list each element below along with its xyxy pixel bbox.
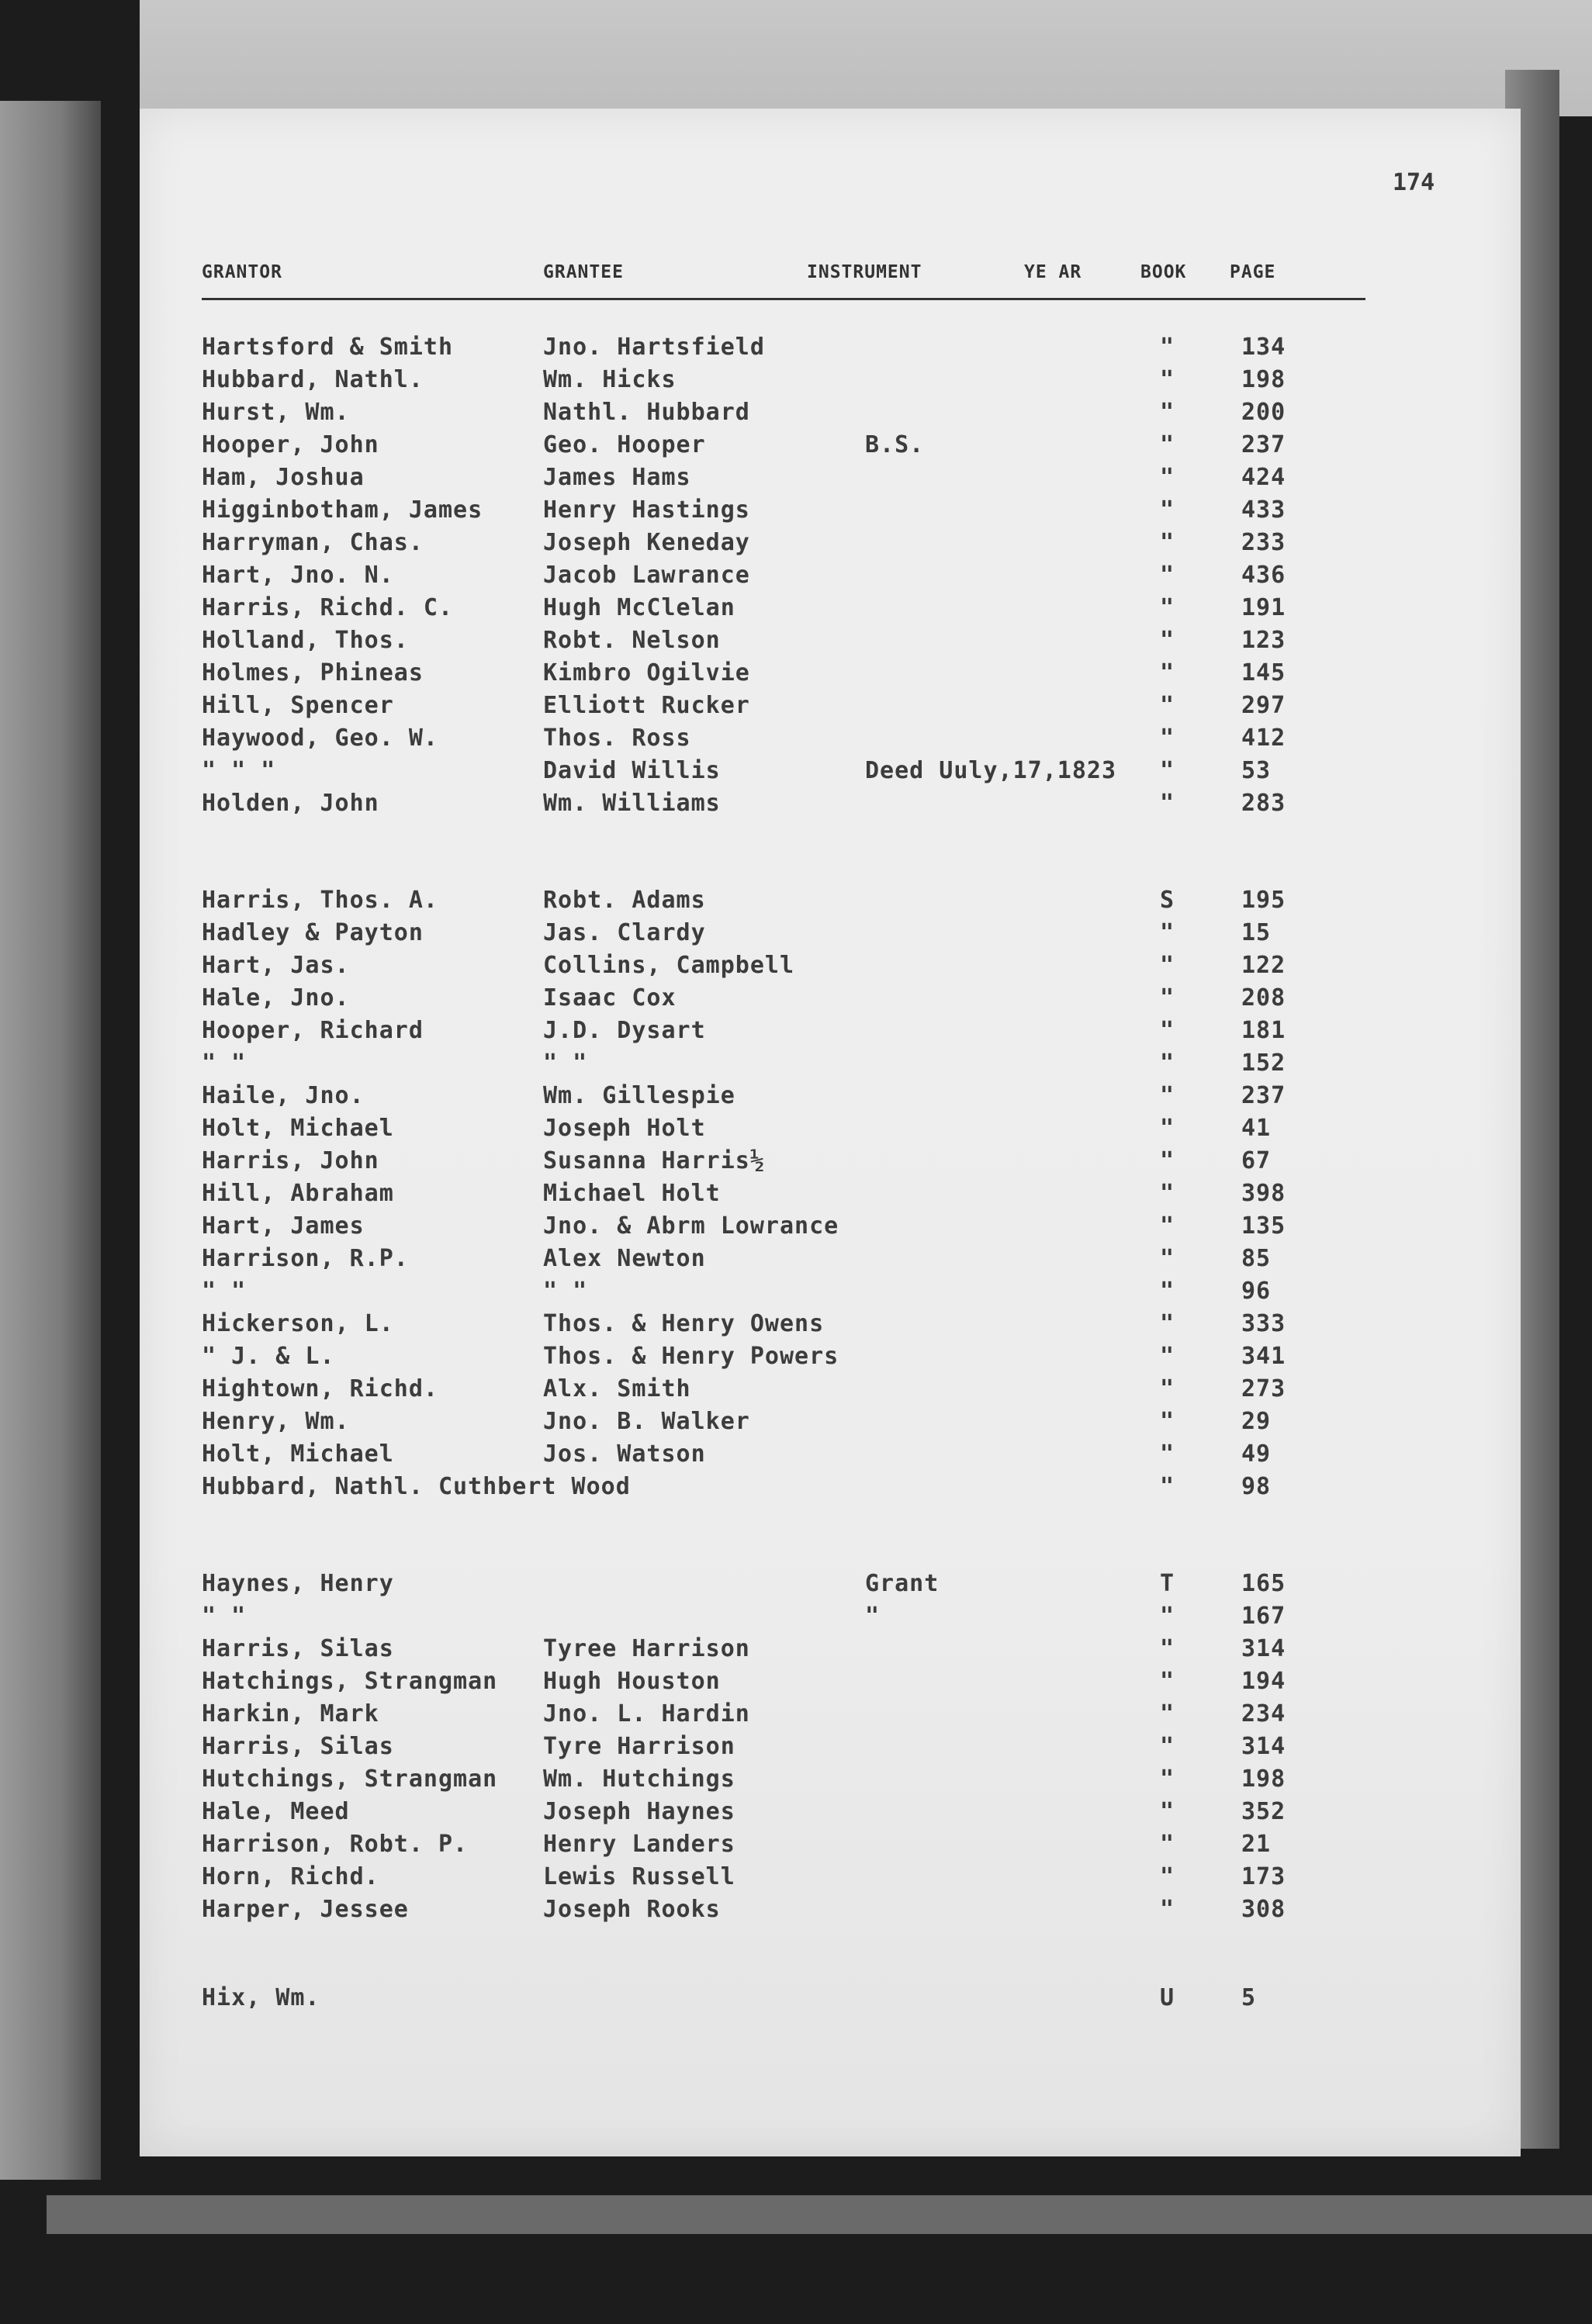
cell-grantor: Hatchings, Strangman: [202, 1668, 498, 1695]
cell-grantor: Hadley & Payton: [202, 919, 424, 946]
cell-book: ": [1160, 1278, 1175, 1305]
scan-background: [140, 0, 1592, 116]
cell-grantee: Jno. B. Walker: [543, 1408, 750, 1435]
cell-grantor: " J. & L.: [202, 1343, 335, 1370]
scanner-bed-edge: [47, 2195, 1592, 2234]
cell-grantee: Robt. Nelson: [543, 627, 721, 654]
cell-grantee: Elliott Rucker: [543, 692, 750, 719]
cell-page: 167: [1241, 1603, 1286, 1630]
cell-book: ": [1160, 334, 1175, 361]
cell-book: ": [1160, 1765, 1175, 1793]
table-row: [140, 334, 1521, 366]
table-row: [140, 659, 1521, 692]
cell-book: ": [1160, 1212, 1175, 1240]
table-row: [140, 1765, 1521, 1798]
cell-book: ": [1160, 627, 1175, 654]
cell-book: U: [1160, 1984, 1175, 2011]
cell-book: ": [1160, 496, 1175, 524]
cell-book: ": [1160, 594, 1175, 621]
cell-page: 341: [1241, 1343, 1286, 1370]
cell-grantee: Jos. Watson: [543, 1440, 706, 1468]
cell-instrument: Deed Uuly,17,1823: [865, 757, 1117, 784]
cell-grantee: Joseph Keneday: [543, 529, 750, 556]
cell-grantee: Kimbro Ogilvie: [543, 659, 750, 686]
table-row: [140, 790, 1521, 822]
cell-page: 195: [1241, 887, 1286, 914]
cell-grantor: Haywood, Geo. W.: [202, 725, 438, 752]
cell-book: ": [1160, 562, 1175, 589]
cell-grantee: Lewis Russell: [543, 1863, 735, 1890]
cell-page: 152: [1241, 1050, 1286, 1077]
cell-book: ": [1160, 1440, 1175, 1468]
cell-grantor: Hale, Jno.: [202, 984, 350, 1012]
cell-book: ": [1160, 1375, 1175, 1402]
cell-book: ": [1160, 659, 1175, 686]
header-year: YE AR: [1024, 262, 1082, 282]
cell-book: ": [1160, 431, 1175, 458]
header-grantee: GRANTEE: [543, 262, 624, 282]
cell-page: 314: [1241, 1733, 1286, 1760]
cell-grantor: Harrison, Robt. P.: [202, 1831, 469, 1858]
cell-page: 145: [1241, 659, 1286, 686]
cell-grantor: " ": [202, 1278, 247, 1305]
header-instrument: INSTRUMENT: [807, 262, 922, 282]
cell-page: 237: [1241, 1082, 1286, 1109]
cell-book: ": [1160, 1473, 1175, 1500]
cell-page: 67: [1241, 1147, 1272, 1174]
cell-grantee: Thos. & Henry Powers: [543, 1343, 839, 1370]
cell-grantor: Harper, Jessee: [202, 1896, 409, 1923]
cell-grantor: Haile, Jno.: [202, 1082, 365, 1109]
cell-page: 234: [1241, 1700, 1286, 1727]
cell-page: 314: [1241, 1635, 1286, 1662]
cell-book: ": [1160, 984, 1175, 1012]
cell-page: 122: [1241, 952, 1286, 979]
cell-instrument: B.S.: [865, 431, 925, 458]
table-row: [140, 1343, 1521, 1375]
cell-page: 53: [1241, 757, 1272, 784]
cell-grantee: Wm. Hicks: [543, 366, 677, 393]
cell-grantee: Hugh Houston: [543, 1668, 721, 1695]
table-row: [140, 1180, 1521, 1212]
cell-grantee: Thos. & Henry Owens: [543, 1310, 825, 1337]
cell-book: ": [1160, 1180, 1175, 1207]
cell-grantee: Tyree Harrison: [543, 1635, 750, 1662]
cell-grantor: Hubbard, Nathl. Cuthbert Wood: [202, 1473, 631, 1500]
cell-page: 173: [1241, 1863, 1286, 1890]
cell-grantor: Harryman, Chas.: [202, 529, 424, 556]
cell-grantee: Jas. Clardy: [543, 919, 706, 946]
cell-grantee: Isaac Cox: [543, 984, 677, 1012]
cell-grantor: Hartsford & Smith: [202, 334, 454, 361]
cell-page: 208: [1241, 984, 1286, 1012]
table-row: [140, 1668, 1521, 1700]
cell-page: 198: [1241, 1765, 1286, 1793]
cell-grantee: Wm. Gillespie: [543, 1082, 735, 1109]
cell-grantor: Harris, Silas: [202, 1733, 394, 1760]
cell-grantee: Susanna Harris½: [543, 1147, 765, 1174]
table-row: [140, 1635, 1521, 1668]
cell-grantor: Harris, Richd. C.: [202, 594, 454, 621]
header-page: PAGE: [1230, 262, 1276, 282]
cell-grantor: Holt, Michael: [202, 1115, 394, 1142]
table-row: [140, 562, 1521, 594]
cell-page: 194: [1241, 1668, 1286, 1695]
cell-book: ": [1160, 1343, 1175, 1370]
cell-grantee: Jno. Hartsfield: [543, 334, 765, 361]
cell-grantee: Jno. & Abrm Lowrance: [543, 1212, 839, 1240]
cell-grantor: Harris, Silas: [202, 1635, 394, 1662]
table-row: [140, 1050, 1521, 1082]
cell-grantor: Harkin, Mark: [202, 1700, 379, 1727]
cell-grantor: Harrison, R.P.: [202, 1245, 409, 1272]
cell-grantee: Michael Holt: [543, 1180, 721, 1207]
cell-grantor: Hurst, Wm.: [202, 399, 350, 426]
cell-grantor: Ham, Joshua: [202, 464, 365, 491]
cell-page: 333: [1241, 1310, 1286, 1337]
cell-grantee: " ": [543, 1050, 588, 1077]
cell-grantee: Wm. Williams: [543, 790, 721, 817]
header-rule: [202, 298, 1365, 300]
cell-grantee: James Hams: [543, 464, 691, 491]
cell-book: S: [1160, 887, 1175, 914]
cell-grantor: Hart, James: [202, 1212, 365, 1240]
cell-grantor: Holden, John: [202, 790, 379, 817]
table-row: [140, 627, 1521, 659]
cell-page: 283: [1241, 790, 1286, 817]
table-row: [140, 692, 1521, 725]
cell-page: 433: [1241, 496, 1286, 524]
cell-book: ": [1160, 1798, 1175, 1825]
cell-grantor: Hightown, Richd.: [202, 1375, 438, 1402]
cell-page: 237: [1241, 431, 1286, 458]
cell-grantee: David Willis: [543, 757, 721, 784]
table-row: [140, 1310, 1521, 1343]
adjacent-page-edge: [0, 101, 101, 2180]
cell-page: 297: [1241, 692, 1286, 719]
table-row: [140, 529, 1521, 562]
cell-page: 135: [1241, 1212, 1286, 1240]
cell-page: 424: [1241, 464, 1286, 491]
cell-page: 49: [1241, 1440, 1272, 1468]
cell-page: 191: [1241, 594, 1286, 621]
table-row: [140, 399, 1521, 431]
cell-book: ": [1160, 790, 1175, 817]
table-row: [140, 1440, 1521, 1473]
cell-grantor: Holt, Michael: [202, 1440, 394, 1468]
cell-grantor: Hill, Abraham: [202, 1180, 394, 1207]
cell-grantee: Nathl. Hubbard: [543, 399, 750, 426]
table-row: [140, 1984, 1521, 2017]
cell-grantor: Hubbard, Nathl.: [202, 366, 424, 393]
cell-book: ": [1160, 1115, 1175, 1142]
cell-grantee: Jno. L. Hardin: [543, 1700, 750, 1727]
table-row: [140, 1798, 1521, 1831]
cell-grantee: Jacob Lawrance: [543, 562, 750, 589]
cell-page: 123: [1241, 627, 1286, 654]
page-number: 174: [1393, 169, 1435, 196]
cell-book: ": [1160, 1147, 1175, 1174]
cell-page: 98: [1241, 1473, 1272, 1500]
cell-grantor: Hill, Spencer: [202, 692, 394, 719]
table-row: [140, 1408, 1521, 1440]
cell-grantee: Joseph Holt: [543, 1115, 706, 1142]
cell-page: 200: [1241, 399, 1286, 426]
cell-grantee: Alx. Smith: [543, 1375, 691, 1402]
cell-page: 273: [1241, 1375, 1286, 1402]
cell-grantor: Holmes, Phineas: [202, 659, 424, 686]
cell-book: T: [1160, 1570, 1175, 1597]
cell-grantee: " ": [543, 1278, 588, 1305]
table-row: [140, 887, 1521, 919]
cell-page: 233: [1241, 529, 1286, 556]
cell-grantor: " ": [202, 1603, 247, 1630]
table-row: [140, 1017, 1521, 1050]
cell-book: ": [1160, 952, 1175, 979]
cell-grantee: Robt. Adams: [543, 887, 706, 914]
table-row: [140, 496, 1521, 529]
cell-page: 5: [1241, 1984, 1257, 2011]
cell-book: ": [1160, 1603, 1175, 1630]
cell-book: ": [1160, 1310, 1175, 1337]
cell-page: 29: [1241, 1408, 1272, 1435]
cell-grantee: Tyre Harrison: [543, 1733, 735, 1760]
cell-page: 21: [1241, 1831, 1272, 1858]
table-row: [140, 1831, 1521, 1863]
cell-grantee: Geo. Hooper: [543, 431, 706, 458]
cell-grantor: Hooper, Richard: [202, 1017, 424, 1044]
cell-grantor: Harris, Thos. A.: [202, 887, 438, 914]
cell-book: ": [1160, 1245, 1175, 1272]
cell-grantor: Hooper, John: [202, 431, 379, 458]
cell-book: ": [1160, 1668, 1175, 1695]
document-page: [140, 109, 1521, 2156]
cell-grantee: J.D. Dysart: [543, 1017, 706, 1044]
cell-book: ": [1160, 919, 1175, 946]
table-row: [140, 1147, 1521, 1180]
cell-grantee: Henry Hastings: [543, 496, 750, 524]
cell-grantee: Joseph Haynes: [543, 1798, 735, 1825]
cell-page: 352: [1241, 1798, 1286, 1825]
table-row: [140, 1245, 1521, 1278]
cell-grantor: Hickerson, L.: [202, 1310, 394, 1337]
cell-grantor: Hale, Meed: [202, 1798, 350, 1825]
table-row: [140, 1473, 1521, 1506]
table-row: [140, 1570, 1521, 1603]
table-row: [140, 1896, 1521, 1928]
cell-grantor: Holland, Thos.: [202, 627, 409, 654]
table-row: [140, 1700, 1521, 1733]
cell-instrument: ": [865, 1603, 881, 1630]
cell-book: ": [1160, 1635, 1175, 1662]
cell-book: ": [1160, 366, 1175, 393]
cell-book: ": [1160, 1863, 1175, 1890]
cell-grantor: Hix, Wm.: [202, 1984, 320, 2011]
table-row: [140, 1115, 1521, 1147]
cell-grantor: Henry, Wm.: [202, 1408, 350, 1435]
table-row: [140, 1733, 1521, 1765]
cell-book: ": [1160, 725, 1175, 752]
cell-page: 436: [1241, 562, 1286, 589]
cell-book: ": [1160, 529, 1175, 556]
table-row: [140, 1375, 1521, 1408]
cell-grantee: Alex Newton: [543, 1245, 706, 1272]
cell-book: ": [1160, 399, 1175, 426]
cell-grantor: Hutchings, Strangman: [202, 1765, 498, 1793]
cell-grantor: Horn, Richd.: [202, 1863, 379, 1890]
table-row: [140, 464, 1521, 496]
cell-page: 15: [1241, 919, 1272, 946]
cell-grantor: Hart, Jno. N.: [202, 562, 394, 589]
cell-book: ": [1160, 757, 1175, 784]
cell-page: 165: [1241, 1570, 1286, 1597]
cell-book: ": [1160, 1017, 1175, 1044]
cell-grantee: Henry Landers: [543, 1831, 735, 1858]
cell-page: 134: [1241, 334, 1286, 361]
cell-grantee: Thos. Ross: [543, 725, 691, 752]
cell-grantor: Harris, John: [202, 1147, 379, 1174]
table-row: [140, 1212, 1521, 1245]
table-row: [140, 919, 1521, 952]
cell-instrument: Grant: [865, 1570, 940, 1597]
cell-grantee: Wm. Hutchings: [543, 1765, 735, 1793]
cell-grantor: Higginbotham, James: [202, 496, 483, 524]
cell-grantee: Collins, Campbell: [543, 952, 795, 979]
cell-book: ": [1160, 1831, 1175, 1858]
cell-page: 85: [1241, 1245, 1272, 1272]
header-book: BOOK: [1140, 262, 1187, 282]
table-row: [140, 725, 1521, 757]
cell-grantor: Hart, Jas.: [202, 952, 350, 979]
cell-book: ": [1160, 1733, 1175, 1760]
cell-book: ": [1160, 1050, 1175, 1077]
cell-page: 198: [1241, 366, 1286, 393]
cell-book: ": [1160, 464, 1175, 491]
cell-page: 412: [1241, 725, 1286, 752]
table-row: [140, 984, 1521, 1017]
cell-book: ": [1160, 1408, 1175, 1435]
table-row: [140, 1082, 1521, 1115]
table-row: [140, 1603, 1521, 1635]
cell-page: 41: [1241, 1115, 1272, 1142]
cell-grantor: Haynes, Henry: [202, 1570, 394, 1597]
cell-page: 181: [1241, 1017, 1286, 1044]
table-row: [140, 952, 1521, 984]
cell-book: ": [1160, 1082, 1175, 1109]
cell-grantee: Hugh McClelan: [543, 594, 735, 621]
table-row: [140, 1863, 1521, 1896]
table-row: [140, 366, 1521, 399]
table-row: [140, 757, 1521, 790]
header-grantor: GRANTOR: [202, 262, 282, 282]
table-row: [140, 594, 1521, 627]
cell-book: ": [1160, 1896, 1175, 1923]
cell-grantor: " " ": [202, 757, 276, 784]
cell-grantee: Joseph Rooks: [543, 1896, 721, 1923]
cell-page: 308: [1241, 1896, 1286, 1923]
cell-book: ": [1160, 1700, 1175, 1727]
cell-page: 398: [1241, 1180, 1286, 1207]
cell-grantor: " ": [202, 1050, 247, 1077]
table-row: [140, 431, 1521, 464]
table-row: [140, 1278, 1521, 1310]
cell-page: 96: [1241, 1278, 1272, 1305]
cell-book: ": [1160, 692, 1175, 719]
